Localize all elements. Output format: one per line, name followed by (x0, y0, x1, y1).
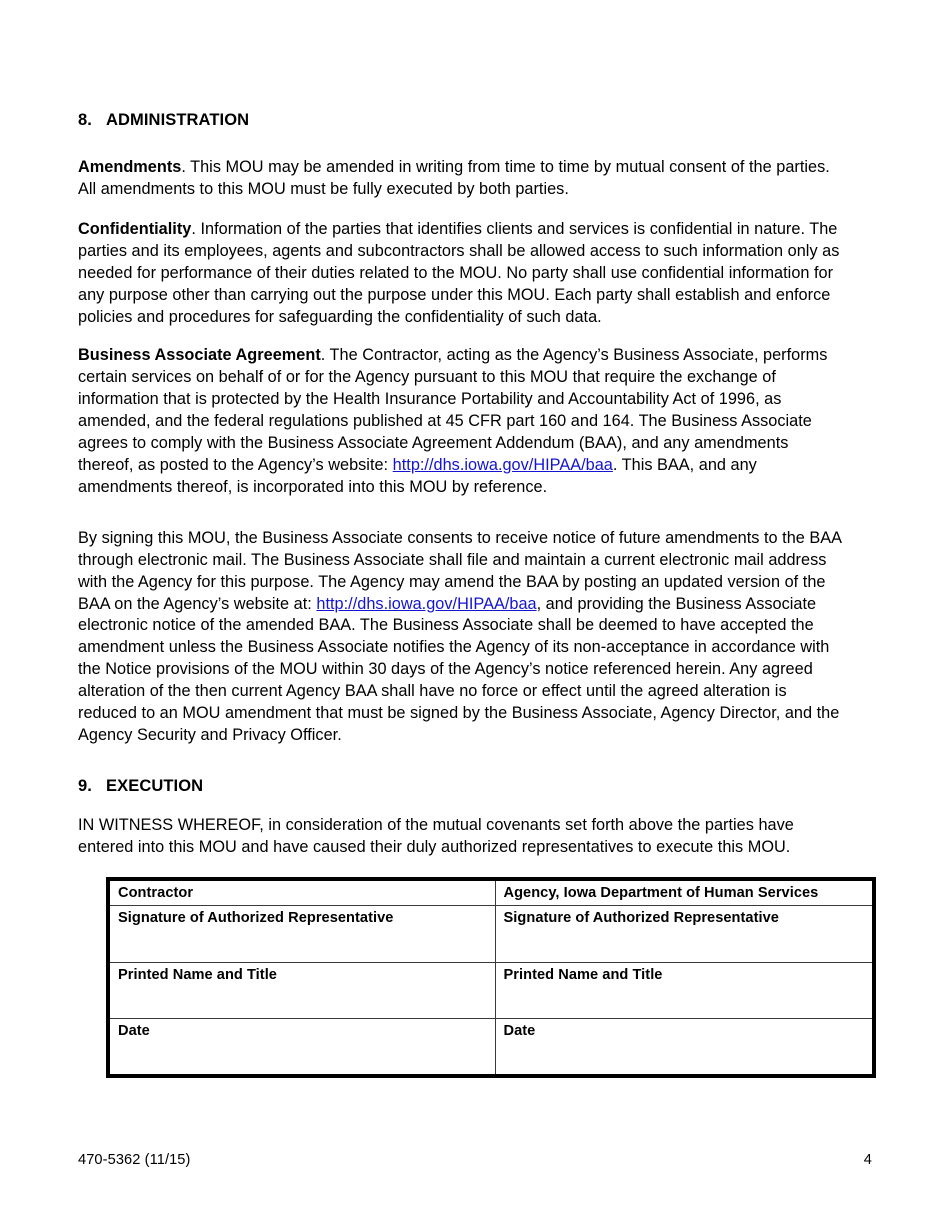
paragraph-lead-amendments: Amendments (78, 158, 182, 177)
table-cell-contractor-date[interactable]: Date (108, 1019, 495, 1076)
paragraph-body-amendments: . This MOU may be amended in writing from time to time by mutual consent of the parties. All amendments to this MOU must be fully executed by both parties. (78, 158, 830, 199)
footer-page-number: 4 (863, 1152, 872, 1168)
section-title: ADMINISTRATION (106, 111, 250, 129)
paragraph-body-baa-notice-before-link: By signing this MOU, the Business Associate consents to receive notice of future amendments to the BAA through electronic mail. The Business Associate shall file and maintain a current electronic mail address with the Agency for this purpose. The Agency may amend the BAA by posting an updated version of the BAA on the Agency’s website at: (78, 528, 842, 613)
spacer (78, 131, 872, 157)
table-cell-agency-signature[interactable]: Signature of Authorized Representative (495, 906, 874, 963)
signature-table-wrapper (106, 877, 872, 1078)
spacer (78, 328, 872, 345)
document-content (78, 110, 872, 1078)
page-footer (78, 1152, 872, 1168)
table-cell-agency-date[interactable]: Date (495, 1019, 874, 1076)
section-title: EXECUTION (106, 776, 204, 795)
paragraph-baa-notice (78, 528, 844, 747)
table-cell-agency-printed-name[interactable]: Printed Name and Title (495, 963, 874, 1019)
section-number: 8. (78, 111, 92, 129)
spacer (78, 201, 872, 219)
section-heading-execution (78, 776, 872, 797)
section-heading-administration (78, 110, 872, 131)
table-row (108, 906, 874, 963)
paragraph-execution-body: IN WITNESS WHEREOF, in consideration of the mutual covenants set forth above the parties have entered into this MOU and have caused their duly authorized representatives to execute this MOU. (78, 815, 794, 856)
table-row (108, 879, 874, 906)
paragraph-body-baa-notice-after-link: , and providing the Business Associate electronic notice of the amended BAA. The Business Associate shall be deemed to have accepted the amendment unless the Business Associate notifies the Agency of its non-acceptance in accordance with the Notice provisions of the MOU within 30 days of the Agency’s notice referenced herein. Any agreed alteration of the then current Agency BAA shall have no force or effect until the agreed alteration is reduced to an MOU amendment that must be signed by the Business Associate, Agency Director, and the Agency Security and Privacy Officer. (78, 594, 840, 744)
paragraph-amendments (78, 157, 844, 201)
footer-form-number: 470-5362 (11/15) (78, 1152, 191, 1168)
paragraph-lead-confidentiality: Confidentiality (78, 219, 192, 238)
table-row (108, 963, 874, 1019)
signature-table (106, 877, 876, 1078)
spacer (78, 747, 872, 776)
table-row (108, 1019, 874, 1076)
baa-website-link-2[interactable]: http://dhs.iowa.gov/HIPAA/baa (316, 594, 537, 613)
baa-website-link-1[interactable]: http://dhs.iowa.gov/HIPAA/baa (392, 455, 613, 474)
paragraph-body-confidentiality: . Information of the parties that identifies clients and services is confidential in nature. The parties and its employees, agents and subcontractors shall be allowed access to such information only as needed for performance of their duties related to the MOU. No party shall use confidential information for any purpose other than carrying out the purpose under this MOU. Each party shall establish and enforce policies and procedures for safeguarding the confidentiality of such data. (78, 219, 840, 326)
table-cell-contractor-signature[interactable]: Signature of Authorized Representative (108, 906, 495, 963)
section-number: 9. (78, 776, 92, 795)
paragraph-body-baa-before-link: . The Contractor, acting as the Agency’s Business Associate, performs certain services on behalf of or for the Agency pursuant to this MOU that require the exchange of information that is protected by the Health Insurance Portability and Accountability Act of 1996, as amended, and the federal regulations published at 45 CFR part 160 and 164. The Business Associate agrees to comply with the Business Associate Agreement Addendum (BAA), and any amendments thereof, as posted to the Agency’s website: (78, 346, 828, 474)
paragraph-confidentiality (78, 219, 844, 329)
spacer (78, 797, 872, 815)
paragraph-business-associate-agreement (78, 345, 844, 498)
table-cell-agency-header: Agency, Iowa Department of Human Services (495, 879, 874, 906)
table-cell-contractor-header: Contractor (108, 879, 495, 906)
paragraph-lead-business-associate-agreement: Business Associate Agreement (78, 346, 321, 365)
paragraph-body-baa-after-link: . This BAA, and any amendments thereof, is incorporated into this MOU by reference. (78, 455, 757, 496)
spacer (78, 499, 872, 528)
table-cell-contractor-printed-name[interactable]: Printed Name and Title (108, 963, 495, 1019)
